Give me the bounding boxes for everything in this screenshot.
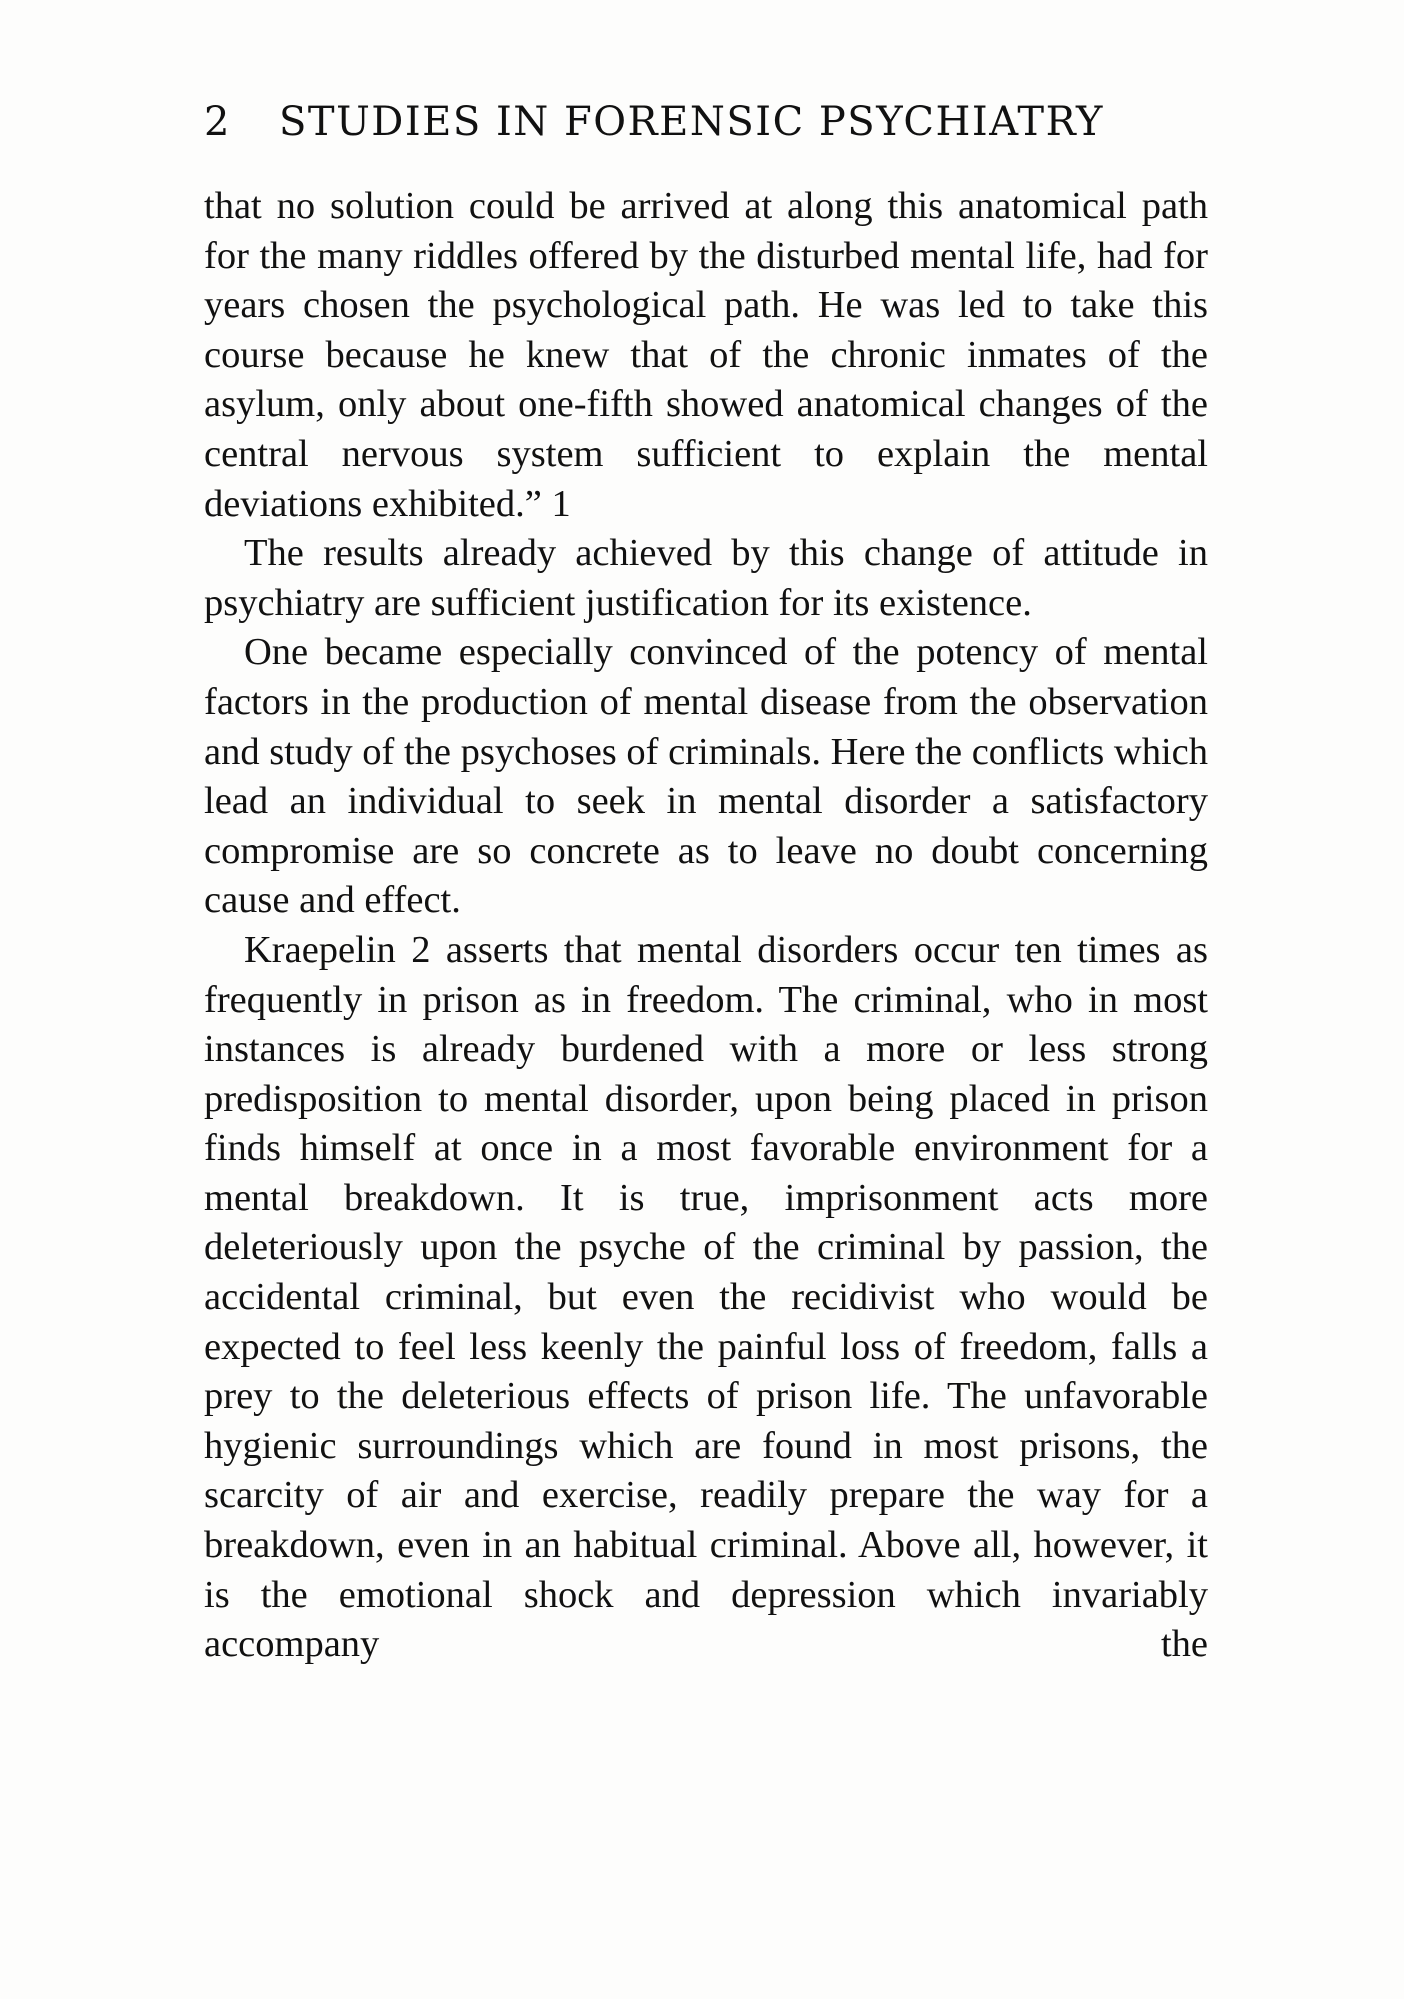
paragraph-mental-factors: One became especially convinced of the potency of mental factors in the production of mental disease from the observation and study of the psychoses of criminals. Here the conflicts which lead an individual to seek in mental disorder a satisfactory compromise are so concrete as to leave no doubt concerning cause and effect.	[204, 631, 1208, 922]
page-header	[204, 98, 1204, 158]
paragraph-results: The results already achieved by this change of attitude in psychiatry are sufficient justification for its existence.	[204, 532, 1208, 624]
page-number: 2	[204, 99, 230, 145]
running-title: STUDIES IN FORENSIC PSYCHIATRY	[279, 99, 1104, 145]
paragraph-continuation: that no solution could be arrived at along this anatomical path for the many riddles offered by the disturbed mental life, had for years chosen the psychological path. He was led to take this course because he knew that of the chronic inmates of the asylum, only about one-fifth showed anatomical changes of the central nervous system sufficient to explain the mental deviations exhibited.” 1	[204, 185, 1208, 525]
body-text	[204, 182, 1208, 1670]
paragraph-kraepelin: Kraepelin 2 asserts that mental disorders occur ten times as frequently in prison as in freedom. The criminal, who in most instances is already burdened with a more or less strong predisposition to mental disorder, upon being placed in prison finds himself at once in a most favorable environment for a mental breakdown. It is true, imprisonment acts more deleteriously upon the psyche of the criminal by passion, the accidental criminal, but even the recidivist who would be expected to feel less keenly the painful loss of freedom, falls a prey to the deleterious effects of prison life. The unfavorable hygienic surroundings which are found in most prisons, the scarcity of air and exercise, readily prepare the way for a breakdown, even in an habitual criminal. Above all, however, it is the emotional shock and depression which invariably accompany the	[204, 928, 1208, 1666]
